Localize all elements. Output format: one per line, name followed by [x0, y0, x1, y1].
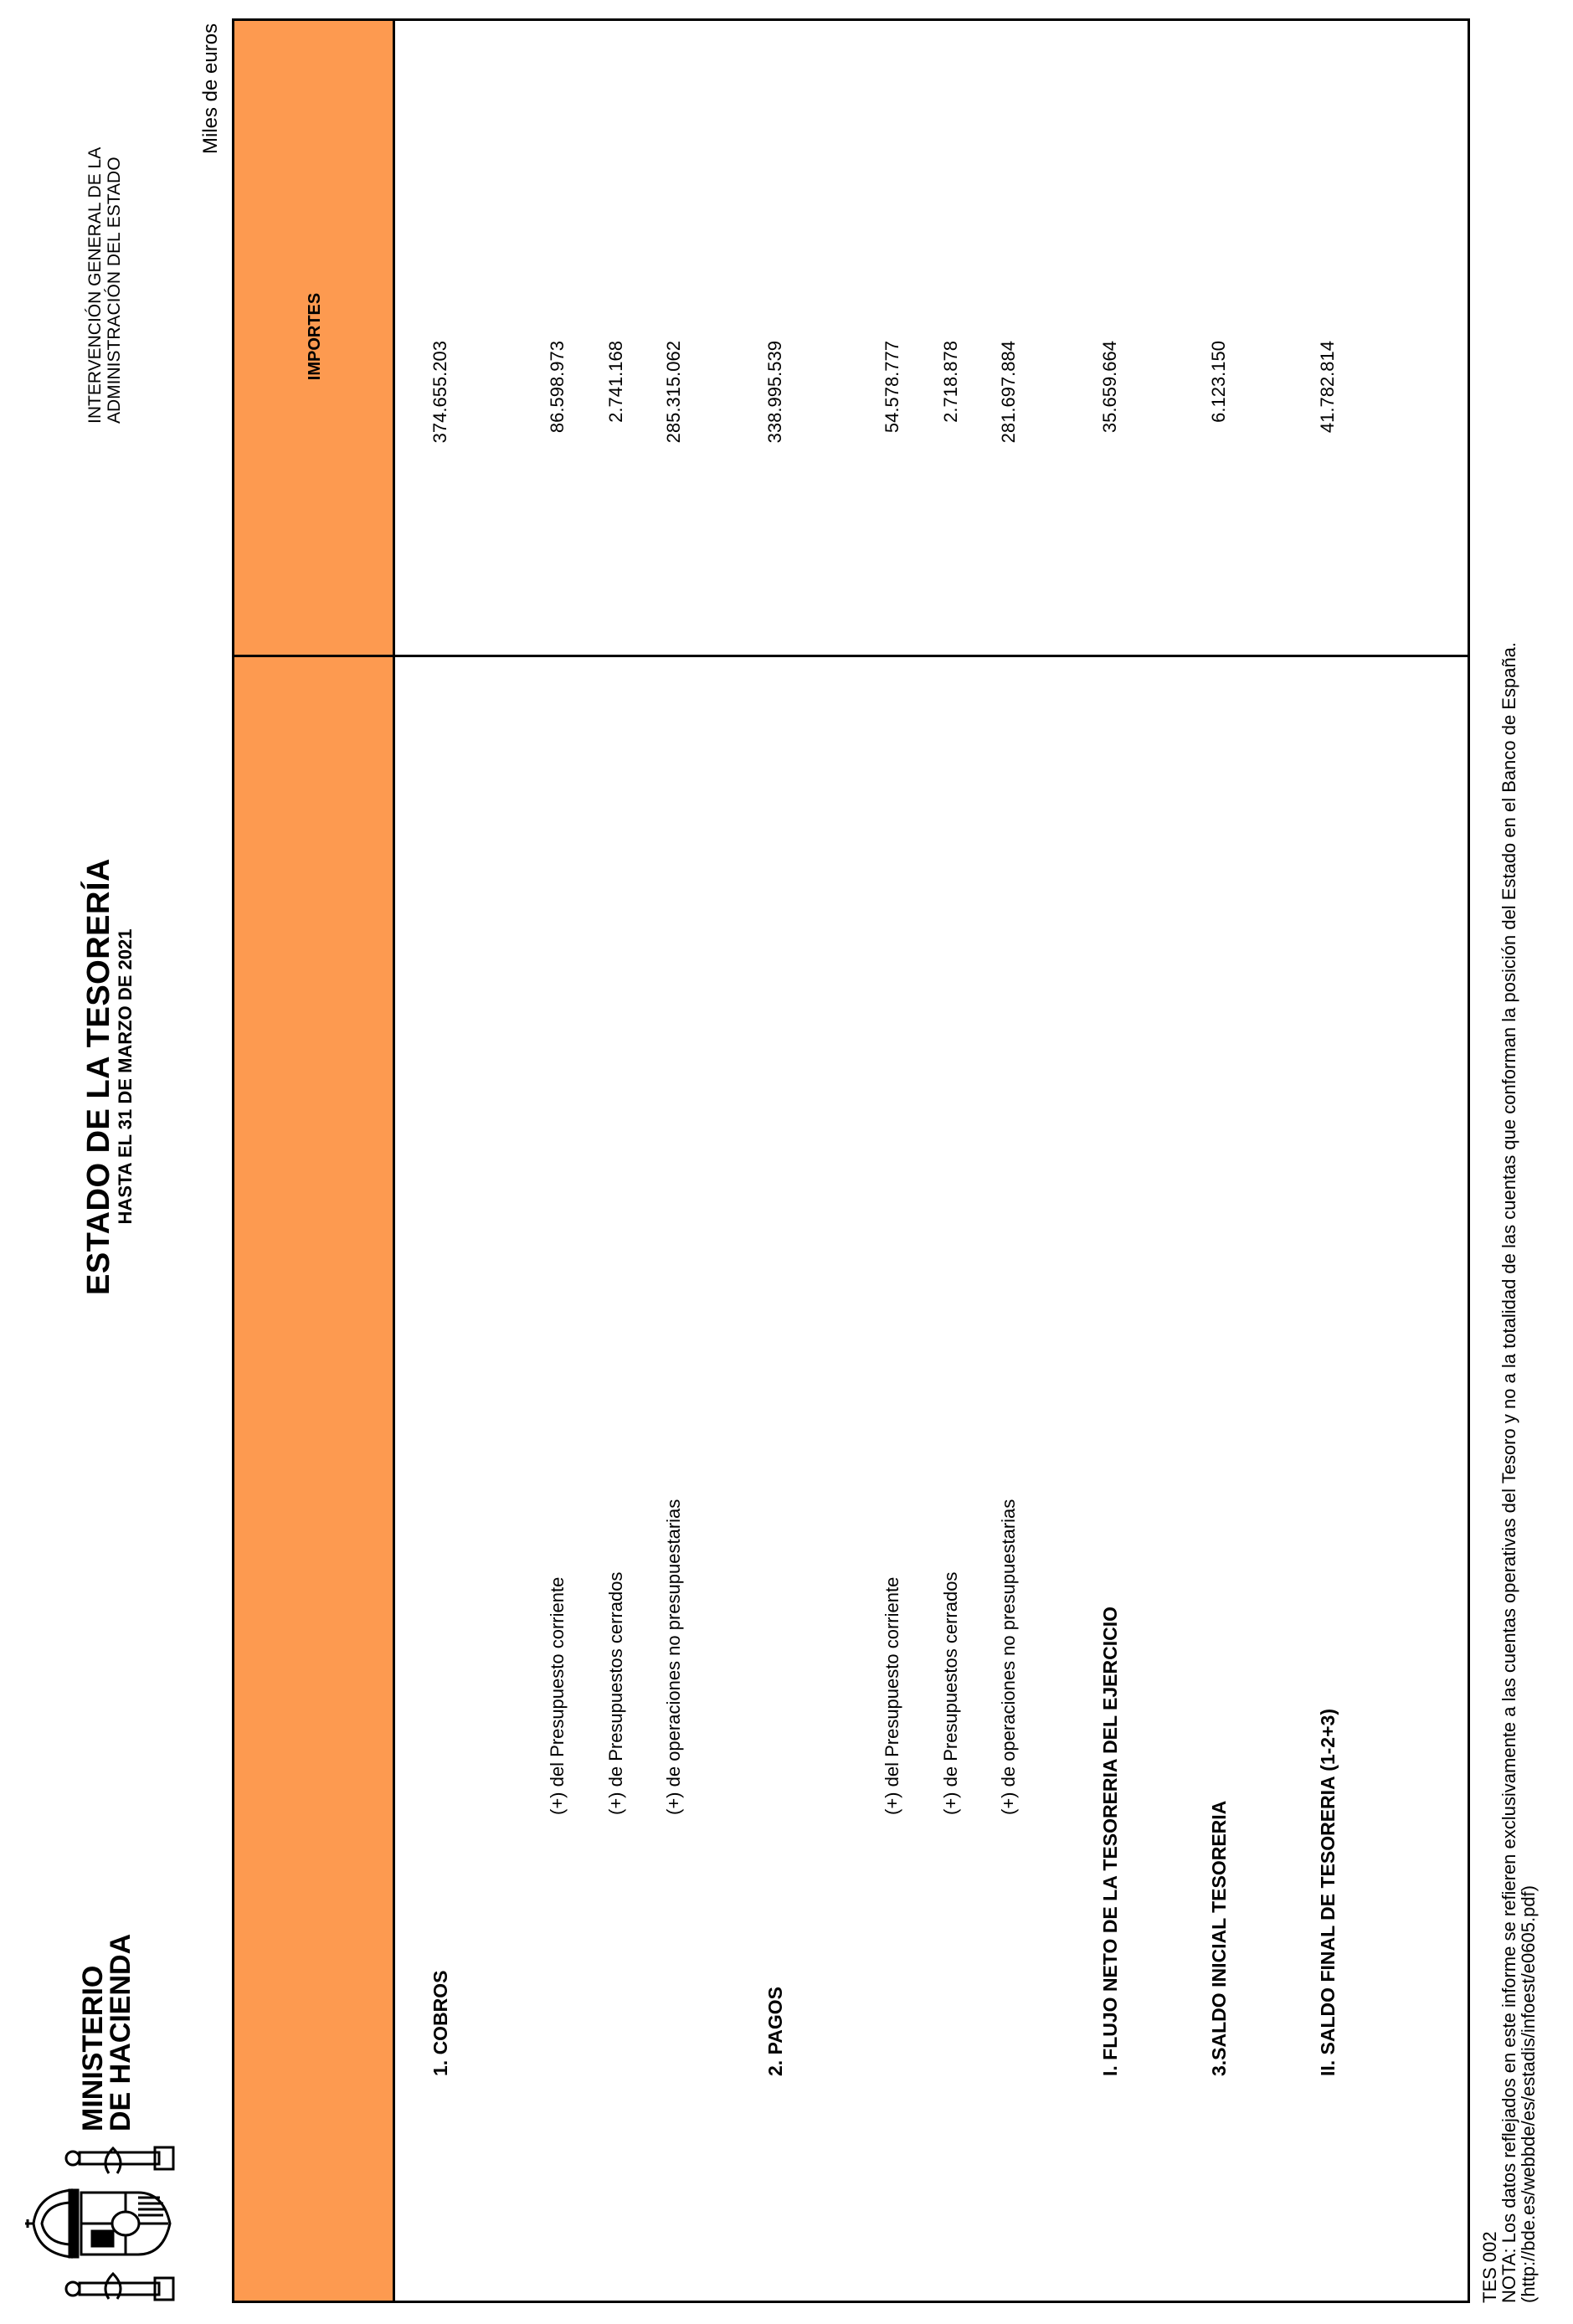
- row-value: 86.598.973: [547, 341, 568, 434]
- row-value: 41.782.814: [1317, 341, 1338, 434]
- footer-link[interactable]: (http://bde.es/webbde/es/estadis/infoest/e0605.pdf): [1518, 1885, 1539, 2303]
- row-label: 2. PAGOS: [764, 1987, 786, 2076]
- table-row: [605, 21, 639, 2301]
- table-row: [547, 21, 580, 2301]
- row-label: (+) de operaciones no presupuestarias: [998, 1499, 1019, 1815]
- spain-coat-of-arms-icon: [21, 2144, 184, 2303]
- table-row: [764, 21, 798, 2301]
- row-label: (+) del Presupuesto corriente: [882, 1576, 902, 1815]
- table-row: [882, 21, 915, 2301]
- page-title: ESTADO DE LA TESORERÍA: [81, 858, 116, 1295]
- row-label: 3.SALDO INICIAL TESORERIA: [1208, 1800, 1230, 2076]
- row-value: 338.995.539: [764, 341, 785, 444]
- table-row: [663, 21, 697, 2301]
- page-subtitle: HASTA EL 31 DE MARZO DE 2021: [115, 928, 136, 1225]
- row-label: II. SALDO FINAL DE TESORERIA (1-2+3): [1317, 1709, 1339, 2076]
- table-row: [1099, 21, 1133, 2301]
- row-label: 1. COBROS: [429, 1970, 451, 2076]
- row-label: (+) de Presupuestos cerrados: [605, 1571, 626, 1815]
- ministry-line-1: MINISTERIO: [77, 1965, 109, 2131]
- row-value: 374.655.203: [429, 341, 450, 444]
- row-label: (+) del Presupuesto corriente: [547, 1576, 568, 1815]
- row-label: (+) de Presupuestos cerrados: [940, 1571, 961, 1815]
- row-value: 285.315.062: [663, 341, 684, 444]
- units-label: Miles de euros: [199, 23, 222, 154]
- document-title-block: [82, 733, 136, 1420]
- row-value: 54.578.777: [882, 341, 902, 434]
- footer-note: NOTA: Los datos reflejados en este informe se refieren exclusivamente a las cuentas operativas del Tesoro y no a la totalidad de las cuentas que conforman la posición del Estado en el Banco de España.: [1498, 641, 1519, 2303]
- row-label: I. FLUJO NETO DE LA TESORERIA DEL EJERCICIO: [1099, 1606, 1121, 2076]
- row-value: 2.718.878: [940, 341, 961, 423]
- ministry-line-2: DE HACIENDA: [105, 1933, 136, 2131]
- table-row: [1208, 21, 1241, 2301]
- ministry-name: [77, 1933, 136, 2131]
- agency-name: [85, 147, 124, 424]
- footer-notes: [1480, 642, 1538, 2303]
- row-value: 35.659.664: [1099, 341, 1120, 434]
- row-label: (+) de operaciones no presupuestarias: [663, 1499, 684, 1815]
- row-value: 6.123.150: [1208, 341, 1229, 423]
- table-row: [940, 21, 974, 2301]
- row-value: 281.697.884: [998, 341, 1019, 444]
- table-row: [429, 21, 463, 2301]
- agency-line-2: ADMINISTRACIÓN DEL ESTADO: [105, 157, 124, 424]
- row-value: 2.741.168: [605, 341, 626, 423]
- table-row: [1317, 21, 1350, 2301]
- treasury-table: [232, 18, 1470, 2303]
- report-code: TES 002: [1479, 2231, 1500, 2303]
- agency-line-1: INTERVENCIÓN GENERAL DE LA: [85, 147, 105, 424]
- column-header-importes: IMPORTES: [305, 292, 324, 381]
- table-row: [998, 21, 1031, 2301]
- column-divider: [234, 655, 1468, 657]
